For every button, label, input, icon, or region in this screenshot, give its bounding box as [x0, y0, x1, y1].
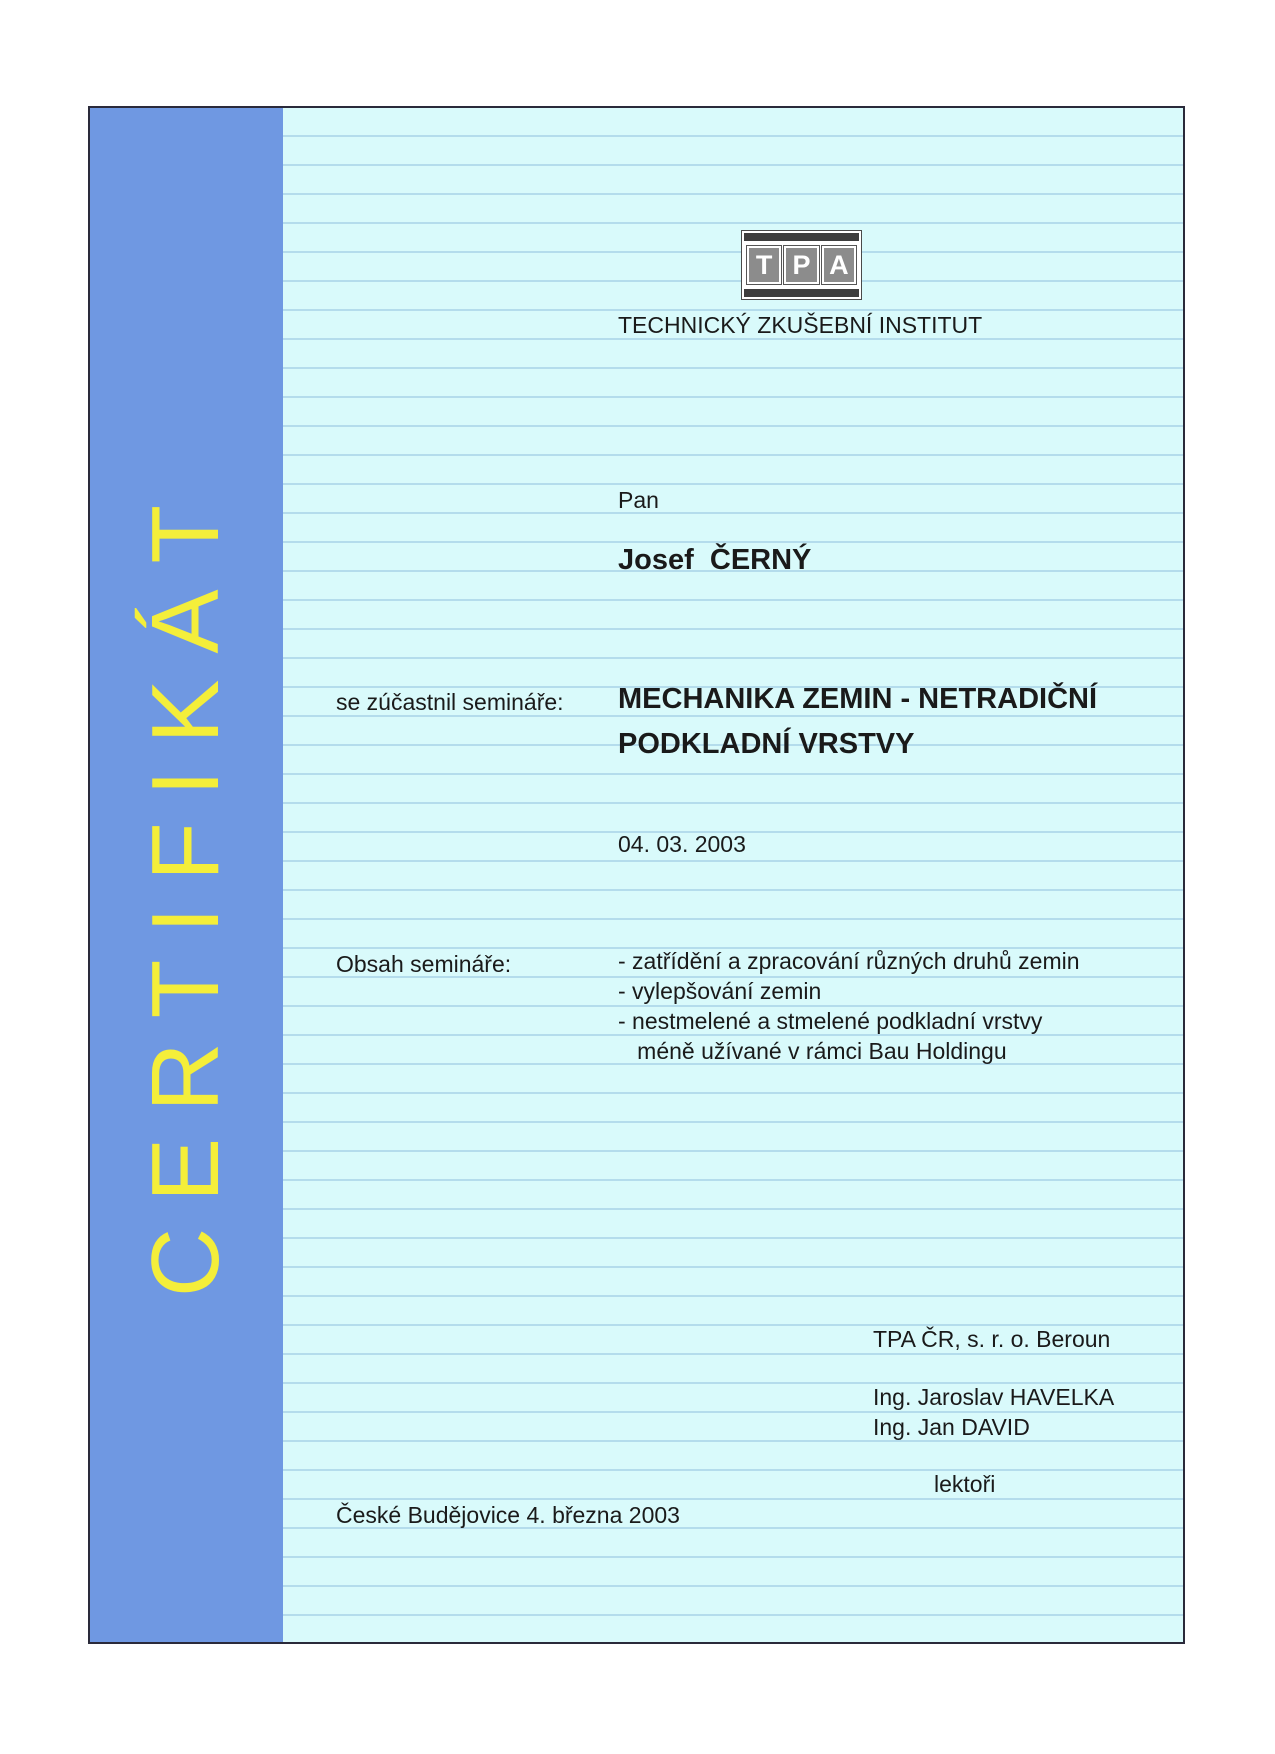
company-name: TPA ČR, s. r. o. Beroun [873, 1326, 1111, 1352]
logo-bottom-band [744, 289, 859, 297]
logo-letter: T [747, 246, 781, 284]
logo-letter: A [822, 246, 856, 284]
salutation: Pan [618, 487, 659, 513]
content-list [618, 947, 1080, 1067]
recipient-name: Josef ČERNÝ [618, 544, 812, 576]
seminar-date: 04. 03. 2003 [618, 831, 746, 857]
lecturers-list [873, 1383, 1114, 1443]
seminar-title-line: PODKLADNÍ VRSTVY [618, 727, 915, 760]
certificate-vertical-title: CERTIFIKÁT [132, 478, 239, 1298]
lecturer-name: Ing. Jaroslav HAVELKA [873, 1384, 1115, 1410]
seminar-title-line: MECHANIKA ZEMIN - NETRADIČNÍ [618, 683, 1098, 715]
attended-label: se zúčastnil semináře: [336, 689, 564, 715]
list-item: - nestmelené a stmelené podkladní vrstvy [618, 1007, 1043, 1034]
place-and-date: České Budějovice 4. března 2003 [336, 1502, 680, 1528]
tpa-logo [741, 230, 862, 300]
logo-letter: P [784, 246, 818, 284]
list-item: - vylepšování zemin [618, 977, 822, 1004]
logo-letters [747, 246, 856, 284]
content-label: Obsah semináře: [336, 951, 512, 977]
list-item: - zatřídění a zpracování různých druhů zemin [618, 948, 1080, 974]
sidebar [90, 108, 283, 1642]
lecturers-label: lektoři [934, 1471, 996, 1497]
logo-top-band [744, 233, 859, 241]
institute-name: TECHNICKÝ ZKUŠEBNÍ INSTITUT [618, 312, 983, 338]
lecturer-name: Ing. Jan DAVID [873, 1413, 1030, 1440]
seminar-title [618, 677, 1097, 767]
list-item: méně užívané v rámci Bau Holdingu [618, 1037, 1007, 1064]
